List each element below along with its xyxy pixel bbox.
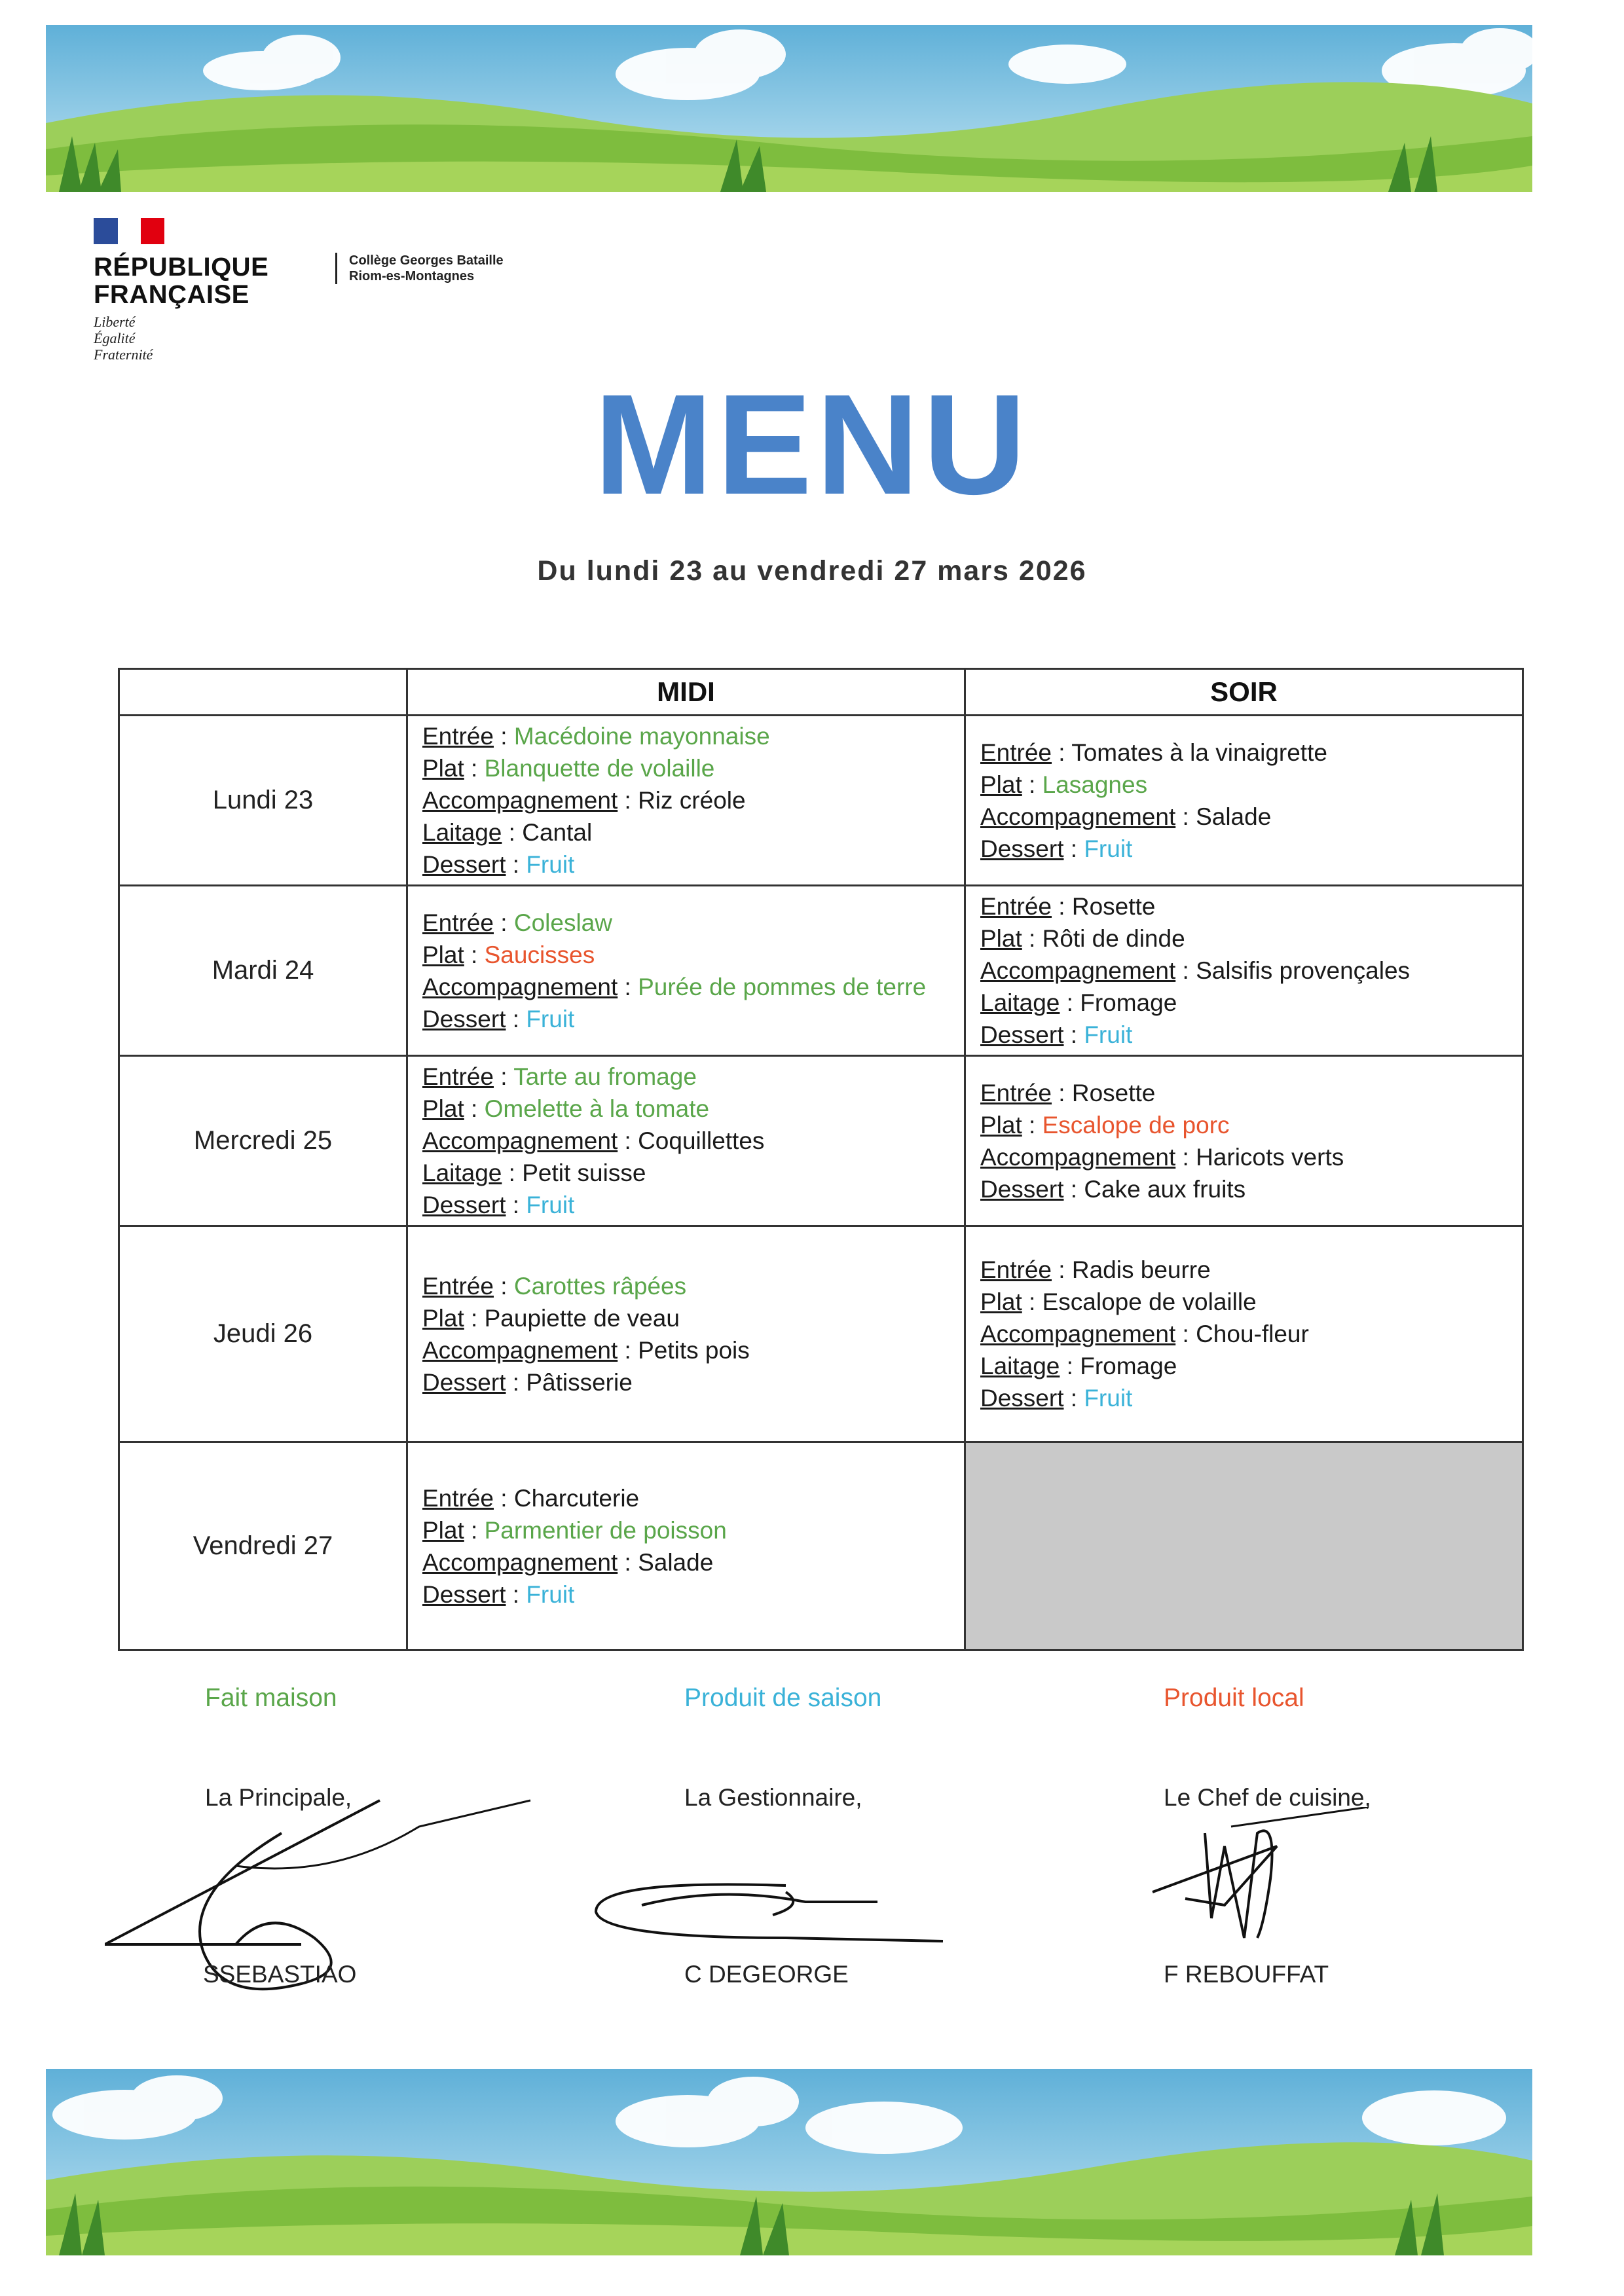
menu-row	[119, 716, 1523, 886]
gestionnaire-name: C DEGEORGE	[684, 1961, 849, 1988]
menu-line	[980, 1141, 1507, 1173]
school-name: Collège Georges Bataille Riom-es-Montagnes	[335, 253, 504, 284]
dish-name: Radis beurre	[1071, 1256, 1211, 1283]
course-label: Plat	[422, 1095, 464, 1122]
separator: :	[494, 1484, 514, 1512]
dish-name: Purée de pommes de terre	[638, 973, 927, 1000]
menu-line	[980, 769, 1507, 801]
separator: :	[494, 1272, 514, 1300]
separator: :	[1175, 957, 1196, 984]
course-label: Entrée	[980, 1256, 1052, 1283]
separator: :	[618, 973, 638, 1000]
menu-line	[422, 848, 950, 881]
page-title: MENU	[594, 365, 1030, 524]
menu-line	[422, 1482, 950, 1514]
marianne-flag-icon	[94, 218, 164, 244]
dish-name: Cake aux fruits	[1084, 1175, 1246, 1203]
corner-cell	[119, 669, 407, 716]
separator: :	[1022, 771, 1043, 798]
course-label: Entrée	[422, 1484, 494, 1512]
menu-line	[980, 1286, 1507, 1318]
landscape-illustration	[46, 2069, 1532, 2255]
menu-line	[422, 752, 950, 784]
menu-line	[980, 1019, 1507, 1051]
dish-name: Tarte au fromage	[513, 1063, 697, 1090]
course-label: Dessert	[422, 1192, 506, 1218]
menu-line	[422, 1334, 950, 1366]
dish-name: Carottes râpées	[513, 1272, 687, 1300]
menu-line	[422, 1157, 950, 1189]
dish-name: Petit suisse	[522, 1159, 646, 1186]
separator: :	[1063, 1021, 1084, 1048]
separator: :	[1052, 738, 1072, 766]
menu-line	[980, 737, 1507, 769]
course-label: Dessert	[422, 1005, 506, 1032]
separator: :	[1060, 989, 1080, 1016]
menu-line	[422, 907, 950, 939]
menu-line	[422, 1546, 950, 1578]
soir-cell	[965, 1056, 1523, 1226]
course-label: Laitage	[422, 819, 502, 846]
dish-name: Fruit	[526, 1192, 575, 1218]
separator: :	[1063, 1385, 1084, 1412]
menu-line	[422, 1578, 950, 1611]
course-label: Dessert	[980, 1021, 1064, 1048]
menu-line	[422, 1270, 950, 1302]
separator: :	[618, 1127, 638, 1154]
dish-name: Salade	[1196, 803, 1272, 830]
course-label: Accompagnement	[422, 1336, 618, 1364]
course-label: Entrée	[422, 1272, 494, 1300]
dish-name: Fruit	[526, 1580, 575, 1608]
midi-cell	[407, 886, 965, 1056]
legend-produit-local: Produit local	[1164, 1684, 1304, 1712]
course-label: Laitage	[422, 1159, 502, 1186]
menu-row	[119, 886, 1523, 1056]
separator: :	[618, 787, 638, 814]
course-label: Plat	[422, 941, 464, 968]
midi-cell	[407, 1442, 965, 1650]
bottom-landscape-banner	[46, 2069, 1532, 2255]
separator: :	[506, 1368, 526, 1396]
dish-name: Escalope de volaille	[1042, 1288, 1257, 1315]
separator: :	[506, 851, 526, 878]
separator: :	[506, 1192, 526, 1218]
course-label: Entrée	[422, 1063, 494, 1090]
dish-name: Fromage	[1080, 1353, 1177, 1379]
separator: :	[464, 755, 485, 782]
course-label: Laitage	[980, 1353, 1060, 1379]
principale-title: La Principale,	[205, 1784, 352, 1811]
menu-line	[422, 1125, 950, 1157]
separator: :	[494, 723, 514, 750]
course-label: Accompagnement	[422, 973, 618, 1000]
menu-table	[118, 668, 1524, 1651]
day-label: Mardi 24	[119, 886, 407, 1056]
course-label: Accompagnement	[980, 803, 1176, 830]
gestionnaire-signature	[589, 1866, 956, 1951]
principale-name: SSEBASTIAO	[203, 1961, 357, 1988]
course-label: Plat	[422, 1304, 464, 1332]
menu-line	[422, 971, 950, 1003]
course-label: Plat	[980, 1288, 1022, 1315]
dish-name: Coleslaw	[513, 909, 612, 936]
menu-line	[980, 1382, 1507, 1414]
menu-line	[980, 987, 1507, 1019]
day-label: Mercredi 25	[119, 1056, 407, 1226]
menu-line	[980, 1077, 1507, 1109]
menu-line	[422, 1366, 950, 1398]
separator: :	[1052, 1256, 1072, 1283]
column-header-midi: MIDI	[407, 669, 965, 716]
dish-name: Lasagnes	[1042, 771, 1148, 798]
menu-line	[422, 1093, 950, 1125]
course-label: Plat	[980, 925, 1022, 952]
menu-line	[980, 801, 1507, 833]
course-label: Dessert	[980, 1175, 1064, 1203]
separator: :	[1022, 925, 1043, 952]
separator: :	[494, 909, 514, 936]
separator: :	[1022, 1111, 1043, 1139]
dish-name: Salade	[638, 1548, 714, 1576]
dish-name: Omelette à la tomate	[484, 1095, 710, 1122]
separator: :	[464, 1516, 485, 1544]
menu-body	[119, 716, 1523, 1650]
course-label: Accompagnement	[422, 1548, 618, 1576]
dish-name: Fruit	[526, 1005, 575, 1032]
menu-line	[980, 955, 1507, 987]
chef-signature	[1146, 1807, 1382, 1951]
menu-line	[422, 1003, 950, 1035]
menu-line	[422, 1061, 950, 1093]
dish-name: Rôti de dinde	[1042, 925, 1185, 952]
menu-line	[980, 833, 1507, 865]
dish-name: Fromage	[1080, 989, 1177, 1016]
separator: :	[1063, 1175, 1084, 1203]
menu-line	[422, 816, 950, 848]
dish-name: Petits pois	[638, 1336, 750, 1364]
menu-line	[980, 922, 1507, 955]
separator: :	[506, 1580, 526, 1608]
legend-produit-saison: Produit de saison	[684, 1684, 882, 1712]
dish-name: Fruit	[1084, 1385, 1133, 1412]
course-label: Dessert	[422, 1368, 506, 1396]
midi-cell	[407, 1056, 965, 1226]
menu-line	[980, 1350, 1507, 1382]
menu-row	[119, 1442, 1523, 1650]
republique-name: RÉPUBLIQUE FRANÇAISE	[94, 253, 269, 309]
separator: :	[1063, 835, 1084, 862]
course-label: Plat	[422, 755, 464, 782]
dish-name: Fruit	[526, 851, 575, 878]
dish-name: Escalope de porc	[1042, 1111, 1230, 1139]
course-label: Accompagnement	[980, 1321, 1176, 1347]
dish-name: Saucisses	[484, 941, 595, 968]
separator: :	[618, 1548, 638, 1576]
course-label: Entrée	[980, 738, 1052, 766]
menu-line	[422, 1514, 950, 1546]
menu-row	[119, 1226, 1523, 1442]
course-label: Accompagnement	[422, 787, 618, 814]
separator: :	[502, 1159, 523, 1186]
separator: :	[1052, 1079, 1072, 1106]
dish-name: Cantal	[522, 819, 593, 846]
course-label: Accompagnement	[980, 1143, 1176, 1171]
legend-fait-maison: Fait maison	[205, 1684, 337, 1712]
menu-line	[980, 1109, 1507, 1141]
separator: :	[464, 1304, 485, 1332]
column-header-soir: SOIR	[965, 669, 1523, 716]
separator: :	[1052, 893, 1072, 920]
day-label: Vendredi 27	[119, 1442, 407, 1650]
separator: :	[464, 941, 485, 968]
course-label: Entrée	[980, 893, 1052, 920]
course-label: Entrée	[422, 723, 494, 750]
separator: :	[464, 1095, 485, 1122]
soir-cell	[965, 1226, 1523, 1442]
menu-line	[422, 1189, 950, 1221]
dish-name: Parmentier de poisson	[484, 1516, 727, 1544]
menu-line	[980, 1318, 1507, 1350]
course-label: Dessert	[980, 835, 1064, 862]
menu-line	[980, 890, 1507, 922]
top-landscape-banner	[46, 25, 1532, 192]
course-label: Entrée	[422, 909, 494, 936]
separator: :	[1175, 1143, 1196, 1171]
menu-line	[422, 939, 950, 971]
dish-name: Blanquette de volaille	[484, 755, 715, 782]
dish-name: Haricots verts	[1196, 1143, 1344, 1171]
midi-cell	[407, 716, 965, 886]
dish-name: Rosette	[1071, 1079, 1156, 1106]
midi-cell	[407, 1226, 965, 1442]
course-label: Entrée	[980, 1079, 1052, 1106]
course-label: Plat	[980, 1111, 1022, 1139]
dish-name: Macédoine mayonnaise	[513, 723, 770, 750]
day-label: Jeudi 26	[119, 1226, 407, 1442]
separator: :	[1175, 1321, 1196, 1347]
course-label: Dessert	[422, 1580, 506, 1608]
course-label: Laitage	[980, 989, 1060, 1016]
course-label: Accompagnement	[422, 1127, 618, 1154]
dish-name: Rosette	[1071, 893, 1156, 920]
menu-line	[422, 784, 950, 816]
separator: :	[502, 819, 523, 846]
republique-motto: Liberté Égalité Fraternité	[94, 314, 153, 363]
gestionnaire-title: La Gestionnaire,	[684, 1784, 862, 1811]
soir-cell	[965, 886, 1523, 1056]
dish-name: Charcuterie	[513, 1484, 640, 1512]
dish-name: Tomates à la vinaigrette	[1071, 738, 1327, 766]
menu-line	[422, 720, 950, 752]
separator: :	[494, 1063, 514, 1090]
separator: :	[1175, 803, 1196, 830]
chef-name: F REBOUFFAT	[1164, 1961, 1329, 1988]
separator: :	[1060, 1353, 1080, 1379]
menu-line	[980, 1173, 1507, 1205]
course-label: Plat	[980, 771, 1022, 798]
soir-cell-empty	[965, 1442, 1523, 1650]
dish-name: Fruit	[1084, 835, 1133, 862]
separator: :	[618, 1336, 638, 1364]
dish-name: Fruit	[1084, 1021, 1133, 1048]
chef-title: Le Chef de cuisine,	[1164, 1784, 1371, 1811]
dish-name: Paupiette de veau	[484, 1304, 680, 1332]
republique-francaise-logo	[94, 218, 268, 363]
dish-name: Pâtisserie	[526, 1368, 633, 1396]
menu-row	[119, 1056, 1523, 1226]
course-label: Dessert	[980, 1385, 1064, 1412]
course-label: Plat	[422, 1516, 464, 1544]
course-label: Accompagnement	[980, 957, 1176, 984]
dish-name: Coquillettes	[638, 1127, 765, 1154]
course-label: Dessert	[422, 851, 506, 878]
dish-name: Salsifis provençales	[1196, 957, 1411, 984]
date-range: Du lundi 23 au vendredi 27 mars 2026	[537, 555, 1087, 587]
menu-line	[980, 1254, 1507, 1286]
day-label: Lundi 23	[119, 716, 407, 886]
separator: :	[1022, 1288, 1043, 1315]
dish-name: Chou-fleur	[1196, 1321, 1309, 1347]
dish-name: Riz créole	[638, 787, 746, 814]
menu-line	[422, 1302, 950, 1334]
soir-cell	[965, 716, 1523, 886]
landscape-illustration	[46, 25, 1532, 192]
separator: :	[506, 1005, 526, 1032]
